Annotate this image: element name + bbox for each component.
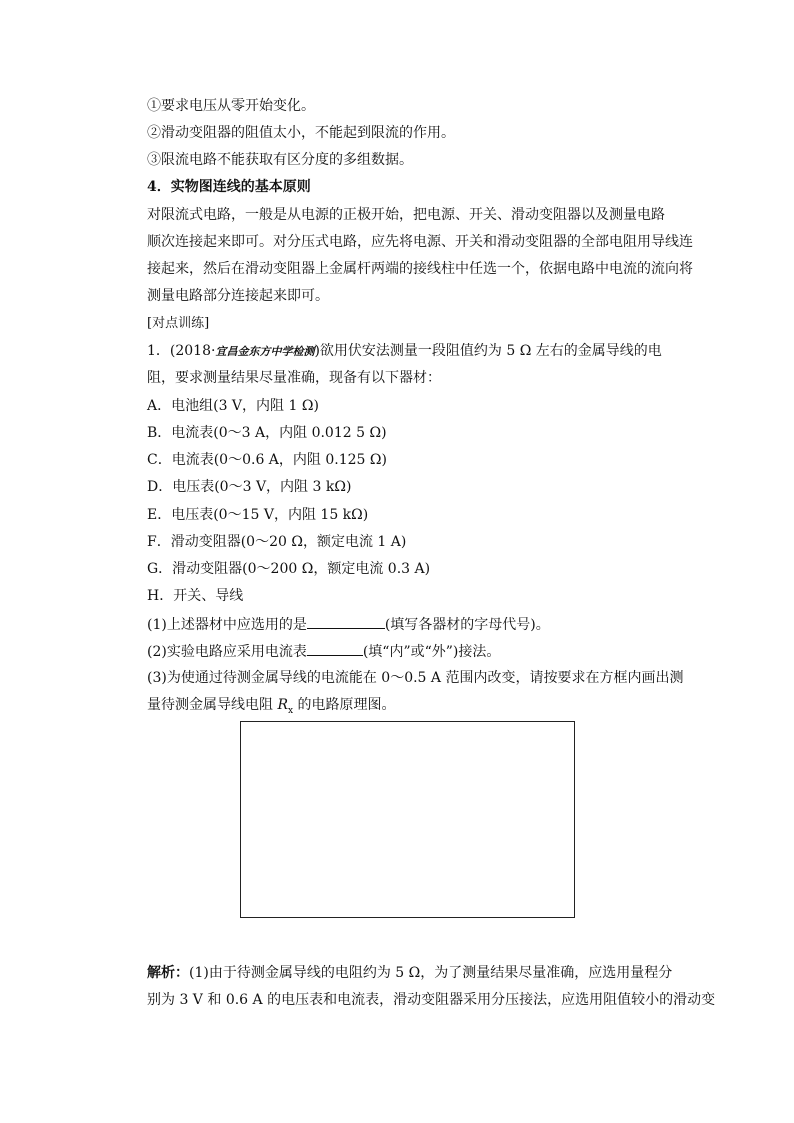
- option-a: A．电池组(3 V，内阻 1 Ω): [147, 398, 319, 414]
- analysis-text-1: (1)由于待测金属导线的电阻约为 5 Ω，为了测量结果尽量准确，应选用量程分: [189, 965, 673, 981]
- subquestion-3-line-2: [147, 695, 396, 721]
- option-e: E．电压表(0～15 V，内阻 15 kΩ): [147, 507, 369, 523]
- section-heading: 4．实物图连线的基本原则: [147, 179, 311, 195]
- subquestion-1-text: (1)上述器材中应选用的是: [147, 617, 307, 633]
- option-b: B．电流表(0～3 A，内阻 0.012 5 Ω): [147, 425, 387, 441]
- question-1-line-2: 阻，要求测量结果尽量准确，现备有以下器材：: [147, 370, 441, 386]
- analysis-label: 解析：: [147, 965, 189, 981]
- analysis-line-2: 别为 3 V 和 0.6 A 的电压表和电流表，滑动变阻器采用分压接法，应选用阻值较小的滑动变: [147, 992, 716, 1008]
- option-c: C．电流表(0～0.6 A，内阻 0.125 Ω): [147, 452, 387, 468]
- question-1-source: 宜昌金东方中学检测: [215, 345, 315, 358]
- remark-2: ②滑动变阻器的阻值太小，不能起到限流的作用。: [147, 125, 455, 141]
- subquestion-3-line-1: (3)为使通过待测金属导线的电流能在 0～0.5 A 范围内改变，请按要求在方框内画出测: [147, 670, 684, 686]
- remark-3: ③限流电路不能获取有区分度的多组数据。: [147, 152, 413, 168]
- question-1-prefix: 1．(2018·: [147, 343, 216, 359]
- paragraph-line-3: 接起来，然后在滑动变阻器上金属杆两端的接线柱中任选一个，依据电路中电流的流向将: [147, 261, 693, 277]
- paragraph-line-1: 对限流式电路，一般是从电源的正极开始，把电源、开关、滑动变阻器以及测量电路: [147, 207, 665, 223]
- subquestion-2: [147, 641, 500, 662]
- answer-blank-2[interactable]: [307, 641, 363, 656]
- answer-blank-1[interactable]: [307, 614, 385, 629]
- subquestion-3-text-end: 的电路原理图。: [293, 697, 396, 713]
- subquestion-1-hint: (填写各器材的字母代号)。: [384, 617, 550, 633]
- subquestion-2-hint: (填“内”或“外”)接法。: [362, 644, 501, 660]
- paragraph-line-4: 测量电路部分连接起来即可。: [147, 288, 329, 304]
- remark-1: ①要求电压从零开始变化。: [147, 98, 315, 114]
- practice-label: [对点训练]: [147, 316, 210, 331]
- option-g: G．滑动变阻器(0～200 Ω，额定电流 0.3 A): [147, 561, 431, 577]
- subquestion-3-text: 量待测金属导线电阻: [147, 697, 278, 713]
- subquestion-2-text: (2)实验电路应采用电流表: [147, 644, 307, 660]
- resistance-subscript: x: [288, 705, 294, 716]
- question-1-line-1: [147, 341, 662, 362]
- option-f: F．滑动变阻器(0～20 Ω，额定电流 1 A): [147, 534, 407, 550]
- question-1-text: )欲用伏安法测量一段阻值约为 5 Ω 左右的金属导线的电: [314, 343, 662, 359]
- analysis-line-1: [147, 963, 672, 983]
- subquestion-1: [147, 614, 550, 635]
- option-d: D．电压表(0～3 V，内阻 3 kΩ): [147, 479, 352, 495]
- circuit-drawing-box[interactable]: [240, 721, 575, 918]
- resistance-symbol: R: [277, 697, 288, 713]
- paragraph-line-2: 顺次连接起来即可。对分压式电路，应先将电源、开关和滑动变阻器的全部电阻用导线连: [147, 234, 693, 250]
- option-h: H．开关、导线: [147, 588, 244, 604]
